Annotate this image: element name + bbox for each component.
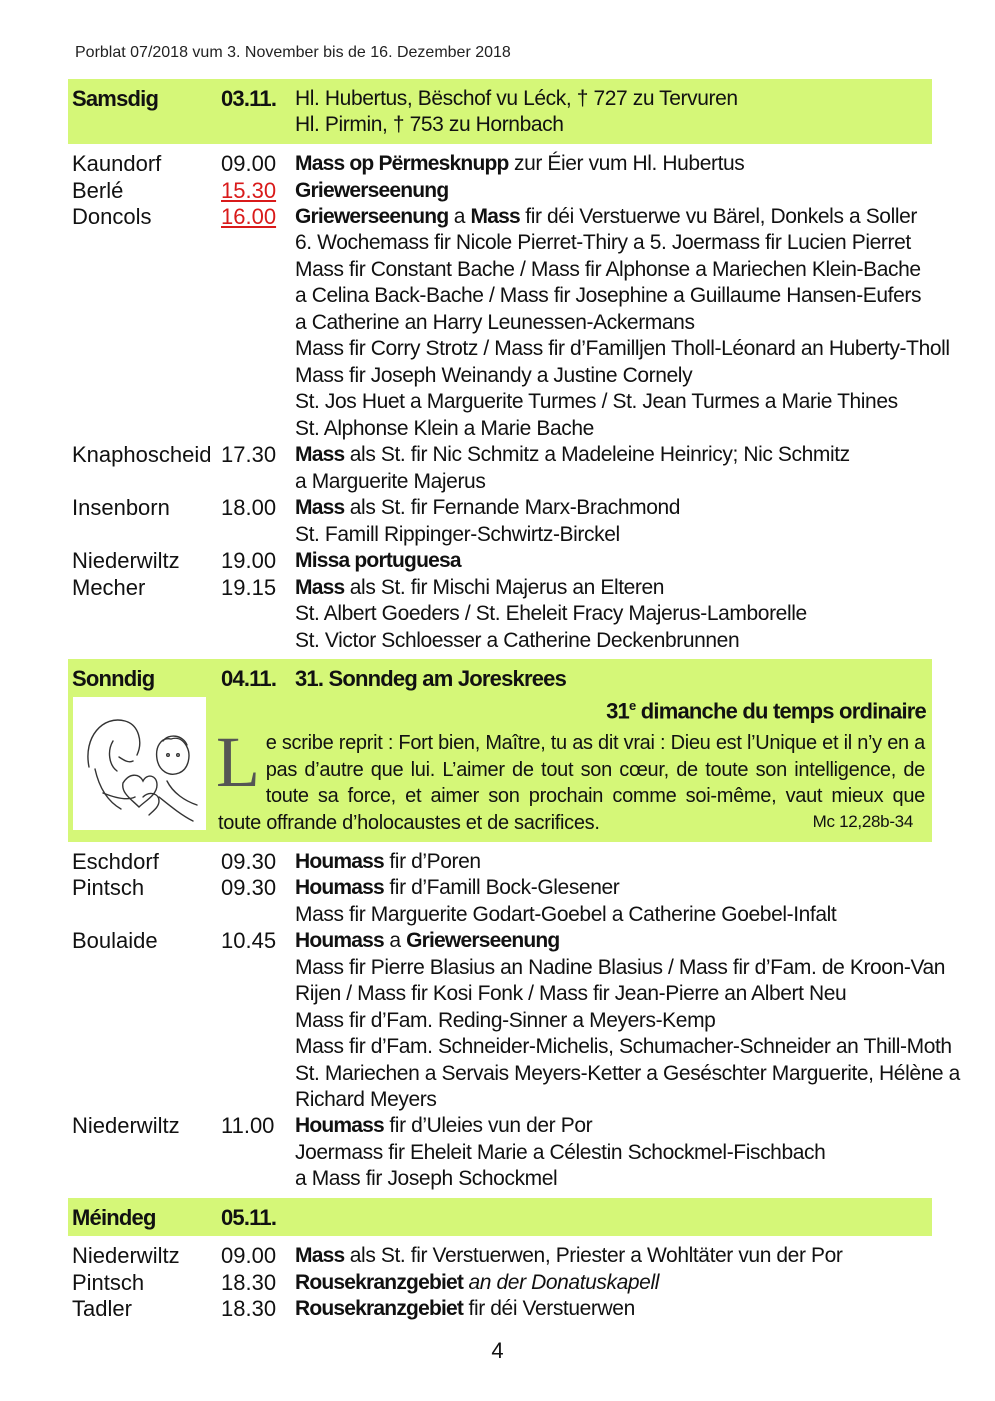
location: Pintsch <box>72 1270 145 1295</box>
event-detail: Mass fir Joseph Weinandy a Justine Cornely <box>295 364 693 387</box>
event-text <box>295 1113 592 1139</box>
event-detail: Mass fir Corry Strotz / Mass fir d’Familljen Tholl-Léonard an Huberty-Tholl <box>295 337 950 360</box>
event-text <box>295 875 619 901</box>
event-detail: a Mass fir Joseph Schockmel <box>295 1167 558 1190</box>
time: 15.30 <box>221 178 277 203</box>
event-type: Griewerseenung <box>295 205 449 228</box>
event-type: Houmass <box>295 929 384 952</box>
event-detail: Mass fir Marguerite Godart-Goebel a Catherine Goebel-Infalt <box>295 903 837 926</box>
event-type: Missa portuguesa <box>295 549 461 572</box>
event-detail: 6. Wochemass fir Nicole Pierret-Thiry a 5. Joermass fir Lucien Pierret <box>295 231 911 254</box>
event-detail: als St. fir Mischi Majerus an Elteren <box>344 576 665 599</box>
gospel-reading <box>216 722 925 836</box>
event-detail: Mass fir Pierre Blasius an Nadine Blasius / Mass fir d’Fam. de Kroon-Van <box>295 956 946 979</box>
location: Doncols <box>72 204 152 229</box>
time: 18.30 <box>221 1270 277 1295</box>
location: Eschdorf <box>72 849 159 874</box>
time: 17.30 <box>221 442 277 467</box>
saint-line: Hl. Hubertus, Bëschof vu Léck, † 727 zu Tervuren <box>295 87 738 110</box>
event-text <box>295 1296 635 1322</box>
event-detail: als St. fir Verstuerwen, Priester a Wohltäter vun der Por <box>344 1244 843 1267</box>
event-detail: an der Donatuskapell <box>463 1271 659 1294</box>
event-text <box>295 204 917 230</box>
event-type: Houmass <box>295 876 384 899</box>
event-text <box>295 151 744 177</box>
event-detail: St. Mariechen a Servais Meyers-Ketter a Geséschter Marguerite, Hélène a <box>295 1062 960 1085</box>
event-detail: Rijen / Mass fir Kosi Fonk / Mass fir Jean-Pierre an Albert Neu <box>295 982 847 1005</box>
event-detail: als St. fir Nic Schmitz a Madeleine Heinricy; Nic Schmitz <box>344 443 850 466</box>
location: Niederwiltz <box>72 548 180 573</box>
event-text <box>295 849 481 875</box>
event-type: Mass <box>295 496 345 519</box>
event-detail: fir déi Verstuerwen <box>463 1297 635 1320</box>
event-detail: als St. fir Fernande Marx-Brachmond <box>344 496 681 519</box>
event-text <box>295 928 559 954</box>
time: 09.00 <box>221 151 277 176</box>
reading-text: e scribe reprit : Fort bien, Maître, tu as dit vrai : Dieu est l’Unique et il n’y en a pas d’autre que lui. L’aimer de tout son cœur, de toute son intelligence, de toute sa force, et aimer son prochain comme soi-même, vaut mieux que toute offrande d’holocaustes et de sacrifices. <box>218 732 925 834</box>
event-type: Rousekranzgebiet <box>295 1271 464 1294</box>
day-band-meindeg <box>68 1198 932 1236</box>
event-detail: fir d’Poren <box>383 850 481 873</box>
event-type: Griewerseenung <box>295 179 449 202</box>
event-detail: Joermass fir Eheleit Marie a Célestin Schockmel-Fischbach <box>295 1141 826 1164</box>
event-text <box>295 495 680 521</box>
event-type: Mass <box>295 443 345 466</box>
event-detail: a <box>448 205 471 228</box>
location: Kaundorf <box>72 151 162 176</box>
event-detail: St. Alphonse Klein a Marie Bache <box>295 417 594 440</box>
day-name: Samsdig <box>72 86 159 111</box>
event-detail: fir d’Uleies vun der Por <box>383 1114 593 1137</box>
event-detail: Mass fir d’Fam. Schneider-Michelis, Schumacher-Schneider an Thill-Moth <box>295 1035 952 1058</box>
time: 11.00 <box>221 1113 275 1138</box>
page-header: Porblat 07/2018 vum 3. November bis de 16. Dezember 2018 <box>75 44 511 61</box>
time: 18.00 <box>221 495 277 520</box>
time: 09.30 <box>221 875 277 900</box>
event-detail: a Catherine an Harry Leunessen-Ackermans <box>295 311 695 334</box>
event-type: Mass <box>295 1244 345 1267</box>
event-text <box>295 1243 842 1269</box>
time: 09.30 <box>221 849 277 874</box>
time: 10.45 <box>221 928 277 953</box>
location: Berlé <box>72 178 124 203</box>
event-detail: fir d’Famill Bock-Glesener <box>383 876 620 899</box>
event-text <box>295 575 664 601</box>
location: Pintsch <box>72 875 145 900</box>
event-text <box>295 442 850 468</box>
event-type: Mass op Përmesknupp <box>295 152 509 175</box>
event-detail: zur Éier vum Hl. Hubertus <box>508 152 745 175</box>
time: 18.30 <box>221 1296 277 1321</box>
sunday-title-fr: 31e dimanche du temps ordinaire <box>606 698 926 724</box>
event-detail: Mass fir d’Fam. Reding-Sinner a Meyers-Kemp <box>295 1009 716 1032</box>
location: Knaphoscheid <box>72 442 212 467</box>
location: Niederwiltz <box>72 1113 180 1138</box>
time: 19.00 <box>221 548 277 573</box>
event-type: Rousekranzgebiet <box>295 1297 464 1320</box>
event-detail: St. Victor Schloesser a Catherine Deckenbrunnen <box>295 629 740 652</box>
event-type: Mass <box>470 205 520 228</box>
event-type: Houmass <box>295 850 384 873</box>
time: 19.15 <box>221 575 277 600</box>
time: 09.00 <box>221 1243 277 1268</box>
event-detail: St. Jos Huet a Marguerite Turmes / St. Jean Turmes a Marie Thines <box>295 390 898 413</box>
drop-cap: L <box>216 722 260 802</box>
location: Boulaide <box>72 928 158 953</box>
sunday-title: 31. Sonndeg am Joreskrees <box>295 666 567 691</box>
location: Mecher <box>72 575 146 600</box>
event-detail: a Marguerite Majerus <box>295 470 486 493</box>
day-name: Méindeg <box>72 1205 156 1230</box>
gospel-illustration <box>73 697 206 830</box>
reading-reference: Mc 12,28b-34 <box>812 812 913 831</box>
location: Insenborn <box>72 495 170 520</box>
saint-line: Hl. Pirmin, † 753 zu Hornbach <box>295 113 564 136</box>
day-name: Sonndig <box>72 666 155 691</box>
event-text <box>295 1270 659 1296</box>
time: 16.00 <box>221 204 277 229</box>
event-detail: Mass fir Constant Bache / Mass fir Alphonse a Mariechen Klein-Bache <box>295 258 921 281</box>
location: Tadler <box>72 1296 132 1321</box>
event-detail: fir déi Verstuerwe vu Bärel, Donkels a Soller <box>519 205 917 228</box>
day-date: 03.11. <box>221 86 277 111</box>
event-detail: St. Albert Goeders / St. Eheleit Fracy Majerus-Lamborelle <box>295 602 807 625</box>
location: Niederwiltz <box>72 1243 180 1268</box>
event-type: Mass <box>295 576 345 599</box>
day-date: 04.11. <box>221 666 277 691</box>
page-number: 4 <box>491 1338 504 1363</box>
event-detail: Richard Meyers <box>295 1088 437 1111</box>
event-detail: a <box>383 929 407 952</box>
day-date: 05.11. <box>221 1205 277 1230</box>
event-type: Houmass <box>295 1114 384 1137</box>
event-detail: a Celina Back-Bache / Mass fir Josephine a Guillaume Hansen-Eufers <box>295 284 922 307</box>
event-type: Griewerseenung <box>406 929 560 952</box>
event-detail: St. Famill Rippinger-Schwirtz-Birckel <box>295 523 620 546</box>
